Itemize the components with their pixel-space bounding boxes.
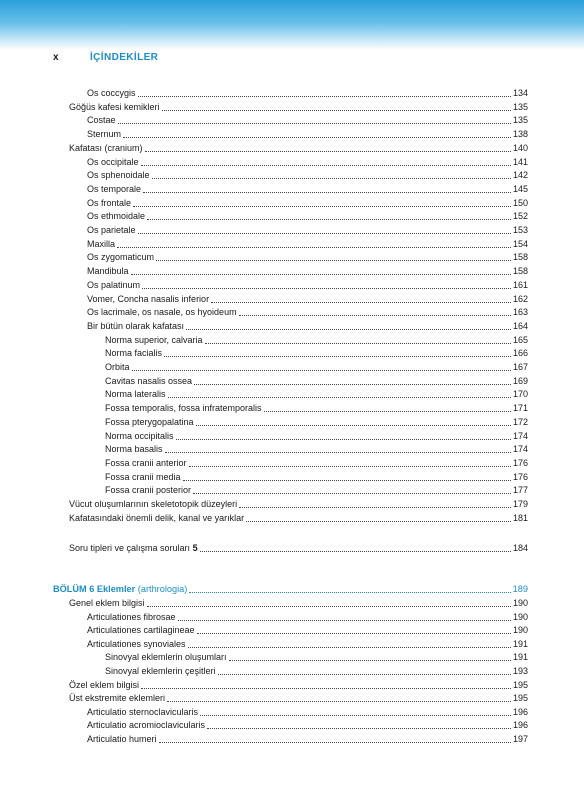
dot-leader xyxy=(133,206,511,207)
toc-entry-label: Articulatio acromioclavicularis xyxy=(87,720,206,731)
toc-entry[interactable] xyxy=(87,168,528,181)
toc-entry-label: Göğüs kafesi kemikleri xyxy=(69,101,160,112)
toc-entry[interactable] xyxy=(87,623,528,636)
dot-leader xyxy=(168,397,511,398)
dot-leader xyxy=(194,384,511,385)
toc-entry-label: Özel eklem bilgisi xyxy=(69,679,140,690)
toc-entry[interactable] xyxy=(105,429,528,442)
toc-entry[interactable] xyxy=(87,127,528,140)
dot-leader xyxy=(183,480,511,481)
dot-leader xyxy=(147,219,511,220)
page-title: İÇİNDEKİLER xyxy=(90,52,159,63)
toc-entry[interactable] xyxy=(69,691,528,704)
toc-entry-label: Vomer, Concha nasalis inferior xyxy=(87,293,210,304)
dot-leader xyxy=(141,165,511,166)
chapter-heading[interactable] xyxy=(53,582,528,595)
dot-leader xyxy=(264,411,511,412)
toc-entry[interactable] xyxy=(87,113,528,126)
toc-entry-page: 162 xyxy=(512,293,528,304)
dot-leader xyxy=(193,493,511,494)
toc-entry-page: 135 xyxy=(512,115,528,126)
toc-entry-label: Articulatio humeri xyxy=(87,734,157,744)
toc-entry[interactable] xyxy=(69,511,528,524)
toc-entry-page: 190 xyxy=(512,598,528,608)
toc-entry[interactable] xyxy=(87,718,528,731)
toc-entry-page: 164 xyxy=(512,320,528,331)
toc-entry[interactable] xyxy=(105,442,528,455)
toc-entry-label: Genel eklem bilgisi xyxy=(69,598,145,608)
dot-leader xyxy=(138,96,511,97)
toc-entry-page: 135 xyxy=(512,101,528,112)
dot-leader xyxy=(207,728,511,729)
toc-entry[interactable] xyxy=(69,141,528,154)
dot-leader xyxy=(186,329,511,330)
dot-leader xyxy=(152,178,511,179)
toc-entry[interactable] xyxy=(105,415,528,428)
dot-leader xyxy=(141,688,511,689)
dot-leader xyxy=(189,592,510,593)
toc-entry-page: 158 xyxy=(512,266,528,277)
toc-entry-page: 142 xyxy=(512,170,528,181)
toc-entry-page: 152 xyxy=(512,211,528,222)
toc-entry-label: Os palatinum xyxy=(87,279,141,290)
toc-entry[interactable] xyxy=(69,678,528,691)
toc-entry[interactable] xyxy=(87,305,528,318)
toc-entry-label: Os lacrimale, os nasale, os hyoideum xyxy=(87,307,237,318)
toc-entry[interactable] xyxy=(105,333,528,346)
toc-entry-label: Fossa temporalis, fossa infratemporalis xyxy=(105,403,262,414)
dot-leader xyxy=(211,302,511,303)
toc-entry[interactable] xyxy=(87,637,528,650)
toc-entry-label: Sinovyal eklemlerin çeşitleri xyxy=(105,666,216,676)
header-band xyxy=(0,0,584,50)
dot-leader xyxy=(197,633,511,634)
toc-entry-page: 176 xyxy=(512,457,528,468)
toc-entry[interactable] xyxy=(105,374,528,387)
toc-entry[interactable] xyxy=(105,346,528,359)
toc-entry-page: 174 xyxy=(512,430,528,441)
toc-entry[interactable] xyxy=(87,705,528,718)
dot-leader xyxy=(164,356,511,357)
toc-entry-page: 169 xyxy=(512,375,528,386)
dot-leader xyxy=(178,620,511,621)
toc-entry-page: 153 xyxy=(512,225,528,235)
toc-entry-page: 145 xyxy=(512,183,528,194)
dot-leader xyxy=(246,521,511,522)
dot-leader xyxy=(132,370,511,371)
dot-leader xyxy=(229,660,511,661)
toc-entry-page: 158 xyxy=(512,252,528,263)
toc-entry-label: Cavitas nasalis ossea xyxy=(105,375,193,386)
toc-entry-label: Os parietale xyxy=(87,225,136,235)
toc-entry-label: Fossa cranii media xyxy=(105,471,181,482)
toc-entry[interactable] xyxy=(87,264,528,277)
toc-entry[interactable] xyxy=(105,650,528,663)
toc-entry-page: 172 xyxy=(512,416,528,427)
toc-entry-label: Vücut oluşumlarının skeletotopik düzeyleri xyxy=(69,499,238,509)
dot-leader xyxy=(218,674,511,675)
toc-entry-page: 150 xyxy=(512,197,528,208)
dot-leader xyxy=(196,425,511,426)
toc-entry[interactable] xyxy=(87,292,528,305)
toc-entry-label: Mandibula xyxy=(87,266,129,277)
question-entry[interactable] xyxy=(69,541,528,554)
toc-entry[interactable] xyxy=(69,596,528,609)
toc-entry[interactable] xyxy=(87,209,528,222)
toc-entry-label: Os temporale xyxy=(87,183,142,194)
toc-entry-page: 176 xyxy=(512,471,528,482)
toc-entry-page: 177 xyxy=(512,485,528,496)
toc-entry-page: 193 xyxy=(512,666,528,676)
toc-entry-page: 138 xyxy=(512,129,528,140)
toc-entry-label: Fossa cranii posterior xyxy=(105,485,192,496)
dot-leader xyxy=(159,742,511,743)
toc-entry[interactable] xyxy=(105,664,528,677)
dot-leader xyxy=(117,247,511,248)
toc-entry-page: 195 xyxy=(512,679,528,690)
toc-entry-label: Maxilla xyxy=(87,238,116,249)
chapter-page: 189 xyxy=(512,584,528,594)
dot-leader xyxy=(167,701,511,702)
dot-leader xyxy=(145,151,511,152)
toc-entry[interactable] xyxy=(87,196,528,209)
toc-entry[interactable] xyxy=(69,100,528,113)
toc-entry-label: Kafatasındaki önemli delik, kanal ve yarıklar xyxy=(69,512,245,523)
toc-entry-label: Norma basalis xyxy=(105,444,163,455)
dot-leader xyxy=(118,123,511,124)
dot-leader xyxy=(143,192,511,193)
toc-entry-page: 170 xyxy=(512,389,528,400)
toc-entry-label: Orbita xyxy=(105,362,130,372)
chapter-label: BÖLÜM 6 Eklemler (arthrologia) xyxy=(53,584,188,594)
toc-entry-page: 134 xyxy=(512,88,528,98)
dot-leader xyxy=(200,715,511,716)
toc-entry-label: Os frontale xyxy=(87,197,132,208)
toc-entry-label: Articulatio sternoclavicularis xyxy=(87,706,199,717)
toc-entry-label: Üst ekstremite eklemleri xyxy=(69,693,166,704)
toc-entry-page: 190 xyxy=(512,611,528,622)
dot-leader xyxy=(200,551,511,552)
toc-entry-label: Soru tipleri ve çalışma soruları 5 xyxy=(69,543,198,553)
dot-leader xyxy=(162,110,511,111)
dot-leader xyxy=(176,439,511,440)
toc-entry[interactable] xyxy=(105,470,528,483)
toc-entry-page: 179 xyxy=(512,499,528,509)
dot-leader xyxy=(138,233,511,234)
toc-entry-label: Bir bütün olarak kafatası xyxy=(87,320,185,331)
toc-entry-label: Articulationes synoviales xyxy=(87,638,186,649)
dot-leader xyxy=(156,260,511,261)
toc-entry-page: 184 xyxy=(512,543,528,553)
toc-entry[interactable] xyxy=(87,86,528,99)
toc-entry-page: 190 xyxy=(512,625,528,636)
toc-entry-page: 166 xyxy=(512,348,528,359)
toc-entry-page: 195 xyxy=(512,693,528,704)
toc-entry[interactable] xyxy=(105,401,528,414)
toc-entry-label: Os sphenoidale xyxy=(87,170,150,181)
toc-entry[interactable] xyxy=(69,497,528,510)
toc-entry-label: Os occipitale xyxy=(87,156,139,167)
dot-leader xyxy=(188,647,511,648)
toc-entry-label: Articulationes cartilagineae xyxy=(87,625,195,636)
toc-entry-label: Fossa pterygopalatina xyxy=(105,416,194,427)
toc-entry-label: Fossa cranii anterior xyxy=(105,457,187,468)
toc-entry-label: Norma superior, calvaria xyxy=(105,334,203,345)
toc-entry[interactable] xyxy=(105,483,528,496)
toc-entry-label: Sternum xyxy=(87,129,122,140)
toc-entry[interactable] xyxy=(87,155,528,168)
toc-entry-label: Norma occipitalis xyxy=(105,430,174,441)
toc-entry-page: 171 xyxy=(512,403,528,414)
toc-entry-label: Kafatası (cranium) xyxy=(69,142,143,153)
toc-entry-page: 197 xyxy=(512,734,528,744)
toc-entry[interactable] xyxy=(87,732,528,745)
toc-entry-label: Articulationes fibrosae xyxy=(87,611,176,622)
toc-entry-page: 154 xyxy=(512,238,528,249)
toc-entry-page: 165 xyxy=(512,334,528,345)
dot-leader xyxy=(189,466,511,467)
toc-entry[interactable] xyxy=(87,250,528,263)
toc-entry-label: Os ethmoidale xyxy=(87,211,146,222)
toc-entry-label: Costae xyxy=(87,115,116,126)
toc-entry-page: 140 xyxy=(512,142,528,153)
toc-entry-label: Norma facialis xyxy=(105,348,163,359)
toc-entry[interactable] xyxy=(87,278,528,291)
dot-leader xyxy=(239,507,511,508)
toc-entry-page: 196 xyxy=(512,720,528,731)
toc-entry[interactable] xyxy=(105,456,528,469)
toc-entry-label: Norma lateralis xyxy=(105,389,166,400)
dot-leader xyxy=(165,452,511,453)
dot-leader xyxy=(123,137,511,138)
dot-leader xyxy=(239,315,511,316)
dot-leader xyxy=(205,343,511,344)
toc-entry-label: Os zygomaticum xyxy=(87,252,155,263)
toc-entry-page: 191 xyxy=(512,638,528,649)
dot-leader xyxy=(147,606,511,607)
page-number: x xyxy=(53,52,59,63)
toc-entry-page: 181 xyxy=(512,512,528,523)
toc-entry-page: 161 xyxy=(512,279,528,290)
toc-entry[interactable] xyxy=(87,610,528,623)
toc-entry-page: 174 xyxy=(512,444,528,455)
toc-entry-page: 191 xyxy=(512,652,528,663)
toc-entry-page: 167 xyxy=(512,362,528,372)
dot-leader xyxy=(142,288,511,289)
toc-entry[interactable] xyxy=(87,319,528,332)
toc-entry[interactable] xyxy=(105,360,528,373)
toc-entry-page: 196 xyxy=(512,706,528,717)
toc-entry[interactable] xyxy=(105,387,528,400)
toc-entry-label: Sinovyal eklemlerin oluşumları xyxy=(105,652,227,663)
dot-leader xyxy=(131,274,511,275)
toc-entry[interactable] xyxy=(87,182,528,195)
toc-entry[interactable] xyxy=(87,223,528,236)
toc-entry-page: 163 xyxy=(512,307,528,318)
toc-entry-page: 141 xyxy=(512,156,528,167)
toc-entry-label: Os coccygis xyxy=(87,88,136,98)
toc-entry[interactable] xyxy=(87,237,528,250)
